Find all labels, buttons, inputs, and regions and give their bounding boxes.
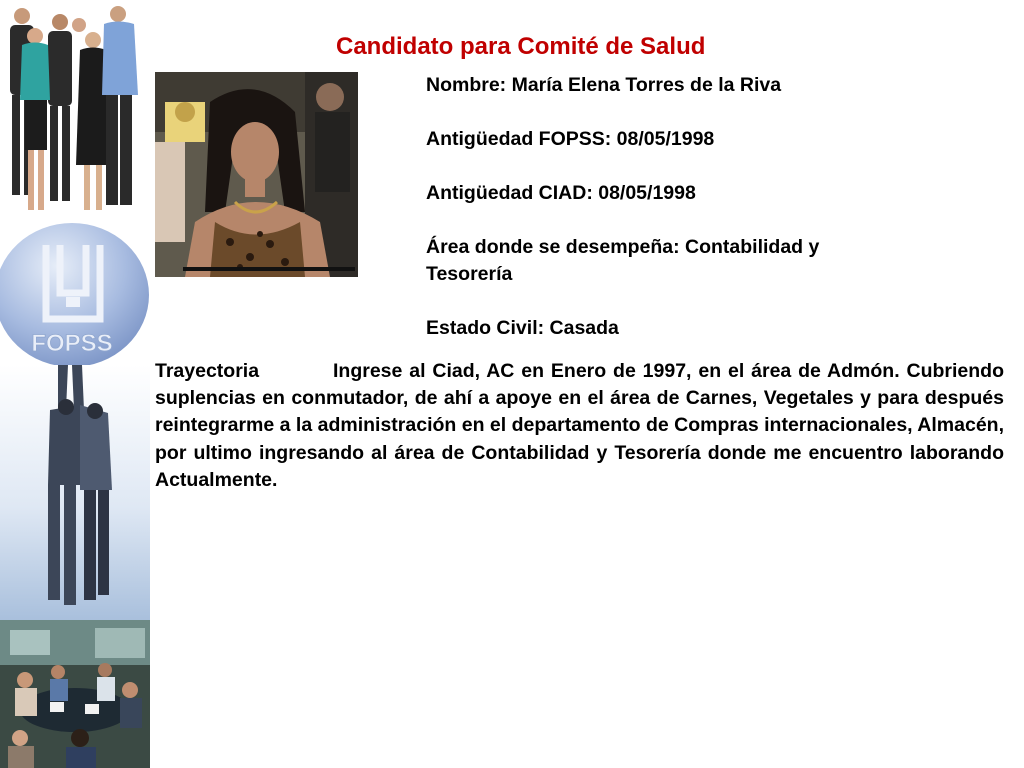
page-title: Candidato para Comité de Salud	[336, 33, 706, 60]
trayectoria-text: Ingrese al Ciad, AC en Enero de 1997, en el área de Admón. Cubriendo suplencias en conmutador, de ahí a apoye en el área de Carnes, Vegetales y para después reintegrarme a la administración en el departamento de Compras internacionales, Almacén, por ultimo ingresando al área de Contabilidad y Tesorería donde me encuentro laborando Actualmente.	[155, 360, 1004, 491]
candidate-photo	[155, 72, 358, 277]
left-decorative-strip	[0, 0, 150, 768]
meeting-image	[0, 620, 150, 768]
trayectoria-label: Trayectoria	[155, 360, 260, 382]
field-antiguedad-ciad: Antigüedad CIAD: 08/05/1998	[426, 182, 696, 204]
candidate-info	[426, 72, 906, 369]
trayectoria-paragraph	[155, 358, 1004, 494]
field-area: Área donde se desempeña: Contabilidad y Tesorería	[426, 236, 820, 285]
field-nombre: Nombre: María Elena Torres de la Riva	[426, 74, 782, 96]
business-people-image	[0, 0, 150, 230]
fopss-logo	[0, 223, 150, 368]
teamwork-hands-image	[0, 365, 150, 622]
logo-text: FOPSS	[31, 330, 113, 357]
field-estado-civil: Estado Civil: Casada	[426, 317, 619, 339]
field-antiguedad-fopss: Antigüedad FOPSS: 08/05/1998	[426, 128, 715, 150]
